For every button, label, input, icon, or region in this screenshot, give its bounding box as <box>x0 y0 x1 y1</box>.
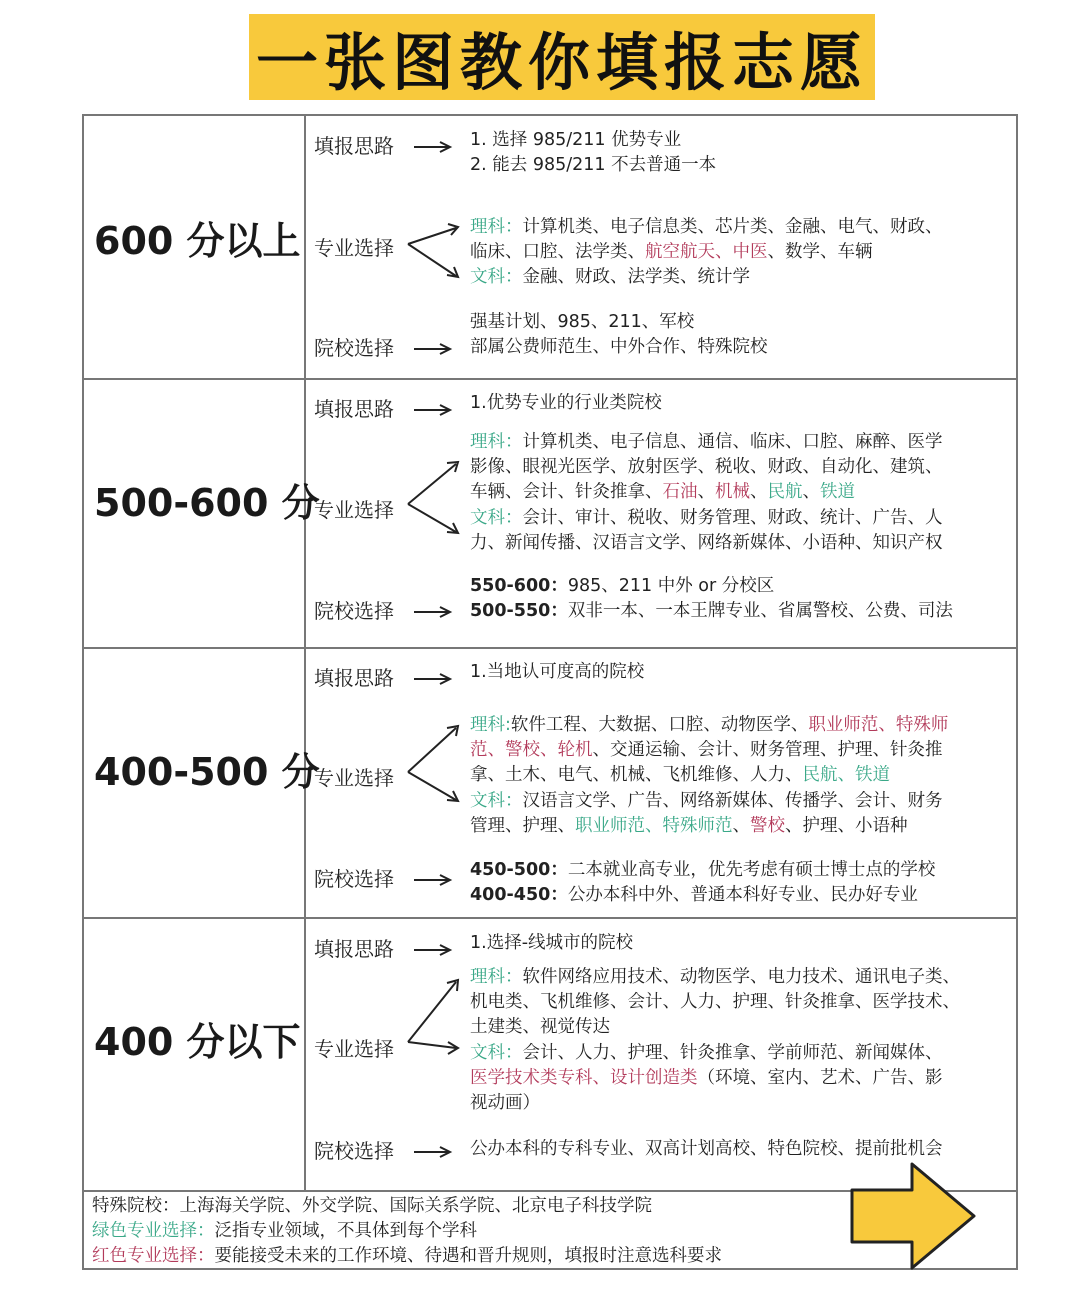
major-science-line: 临床、口腔、法学类、航空航天、中医、数学、车辆 <box>470 242 873 262</box>
major-label: 专业选择 <box>314 1037 394 1061</box>
approach-label: 填报思路 <box>314 666 394 690</box>
major-science-line: 范、警校、轮机、交通运输、会计、财务管理、护理、针灸推 <box>470 740 943 760</box>
major-science-line: 车辆、会计、针灸推拿、石油、机械、民航、铁道 <box>470 482 855 502</box>
science-tag: 理科： <box>470 967 523 987</box>
fork-arrow-icon <box>406 722 462 804</box>
science-tag: 理科： <box>470 432 523 452</box>
right-arrow-icon <box>412 1145 454 1159</box>
arts-tag: 文科： <box>470 1043 523 1063</box>
approach-line: 1.当地认可度高的院校 <box>470 662 645 682</box>
school-line: 450-500：二本就业高专业，优先考虑有硕士博士点的学校 <box>470 860 936 880</box>
score-range-label: 500-600 分 <box>94 481 320 525</box>
right-arrow-icon <box>412 605 454 619</box>
arts-tag: 文科： <box>470 791 523 811</box>
major-arts-line: 文科：会计、人力、护理、针灸推拿、学前师范、新闻媒体、 <box>470 1043 943 1063</box>
school-line: 公办本科的专科专业、双高计划高校、特色院校、提前批机会 <box>470 1139 943 1159</box>
approach-label: 填报思路 <box>314 937 394 961</box>
approach-line: 1. 选择 985/211 优势专业 <box>470 130 682 150</box>
fork-arrow-icon <box>406 456 462 536</box>
major-label: 专业选择 <box>314 236 394 260</box>
major-science-line: 理科：软件网络应用技术、动物医学、电力技术、通讯电子类、 <box>470 967 960 987</box>
footer-green-note: 绿色专业选择：泛指专业领域，不具体到每个学科 <box>92 1221 477 1241</box>
row-divider <box>84 378 1018 380</box>
score-range-label: 400 分以下 <box>94 1020 301 1064</box>
approach-line: 1.优势专业的行业类院校 <box>470 393 662 413</box>
fork-arrow-icon <box>406 220 462 280</box>
column-divider <box>304 116 306 1192</box>
major-science-line: 拿、土木、电气、机械、飞机维修、人力、民航、铁道 <box>470 765 890 785</box>
guide-table <box>82 114 1018 1192</box>
right-arrow-icon <box>412 342 454 356</box>
major-science-line: 理科:软件工程、大数据、口腔、动物医学、职业师范、特殊师 <box>470 715 949 735</box>
science-tag: 理科： <box>470 217 523 237</box>
major-arts-line: 力、新闻传播、汉语言文学、网络新媒体、小语种、知识产权 <box>470 533 943 553</box>
arts-tag: 文科： <box>470 508 523 528</box>
title-banner <box>249 14 875 100</box>
right-arrow-icon <box>412 873 454 887</box>
arts-tag: 文科： <box>470 267 523 287</box>
school-label: 院校选择 <box>314 867 394 891</box>
major-arts-line: 医学技术类专科、设计创造类（环境、室内、艺术、广告、影 <box>470 1068 943 1088</box>
footer-special-schools: 特殊院校：上海海关学院、外交学院、国际关系学院、北京电子科技学院 <box>92 1196 652 1216</box>
school-line: 500-550：双非一本、一本王牌专业、省属警校、公费、司法 <box>470 601 953 621</box>
school-line: 400-450：公办本科中外、普通本科好专业、民办好专业 <box>470 885 918 905</box>
major-arts-line: 文科：会计、审计、税收、财务管理、财政、统计、广告、人 <box>470 508 943 528</box>
right-arrow-icon <box>412 943 454 957</box>
right-arrow-icon <box>412 403 454 417</box>
major-science-line: 机电类、飞机维修、会计、人力、护理、针灸推拿、医学技术、 <box>470 992 960 1012</box>
school-line: 550-600：985、211 中外 or 分校区 <box>470 576 775 596</box>
major-label: 专业选择 <box>314 498 394 522</box>
approach-line: 2. 能去 985/211 不去普通一本 <box>470 155 717 175</box>
score-range-label: 600 分以上 <box>94 219 301 263</box>
right-arrow-icon <box>412 672 454 686</box>
approach-label: 填报思路 <box>314 397 394 421</box>
major-arts-line: 文科：金融、财政、法学类、统计学 <box>470 267 750 287</box>
major-science-line: 理科：计算机类、电子信息类、芯片类、金融、电气、财政、 <box>470 217 943 237</box>
row-divider <box>84 647 1018 649</box>
school-label: 院校选择 <box>314 599 394 623</box>
science-tag: 理科: <box>470 715 511 735</box>
approach-line: 1.选择-线城市的院校 <box>470 933 634 953</box>
footer-red-note: 红色专业选择：要能接受未来的工作环境、待遇和晋升规则，填报时注意选科要求 <box>92 1246 722 1266</box>
major-arts-line: 管理、护理、职业师范、特殊师范、警校、护理、小语种 <box>470 816 908 836</box>
next-page-arrow-icon <box>848 1160 980 1272</box>
score-range-label: 400-500 分 <box>94 750 320 794</box>
school-label: 院校选择 <box>314 1139 394 1163</box>
row-divider <box>84 917 1018 919</box>
major-label: 专业选择 <box>314 766 394 790</box>
major-science-line: 理科：计算机类、电子信息、通信、临床、口腔、麻醉、医学 <box>470 432 943 452</box>
major-arts-line: 文科：汉语言文学、广告、网络新媒体、传播学、会计、财务 <box>470 791 943 811</box>
school-label: 院校选择 <box>314 336 394 360</box>
right-arrow-icon <box>412 140 454 154</box>
major-science-line: 影像、眼视光医学、放射医学、税收、财政、自动化、建筑、 <box>470 457 943 477</box>
major-arts-line: 视动画） <box>470 1093 540 1113</box>
school-line: 强基计划、985、211、军校 <box>470 312 695 332</box>
major-science-line: 土建类、视觉传达 <box>470 1017 610 1037</box>
page-title: 一张图教你填报志愿 <box>255 25 868 99</box>
school-line: 部属公费师范生、中外合作、特殊院校 <box>470 337 768 357</box>
fork-arrow-icon <box>406 976 462 1058</box>
approach-label: 填报思路 <box>314 134 394 158</box>
